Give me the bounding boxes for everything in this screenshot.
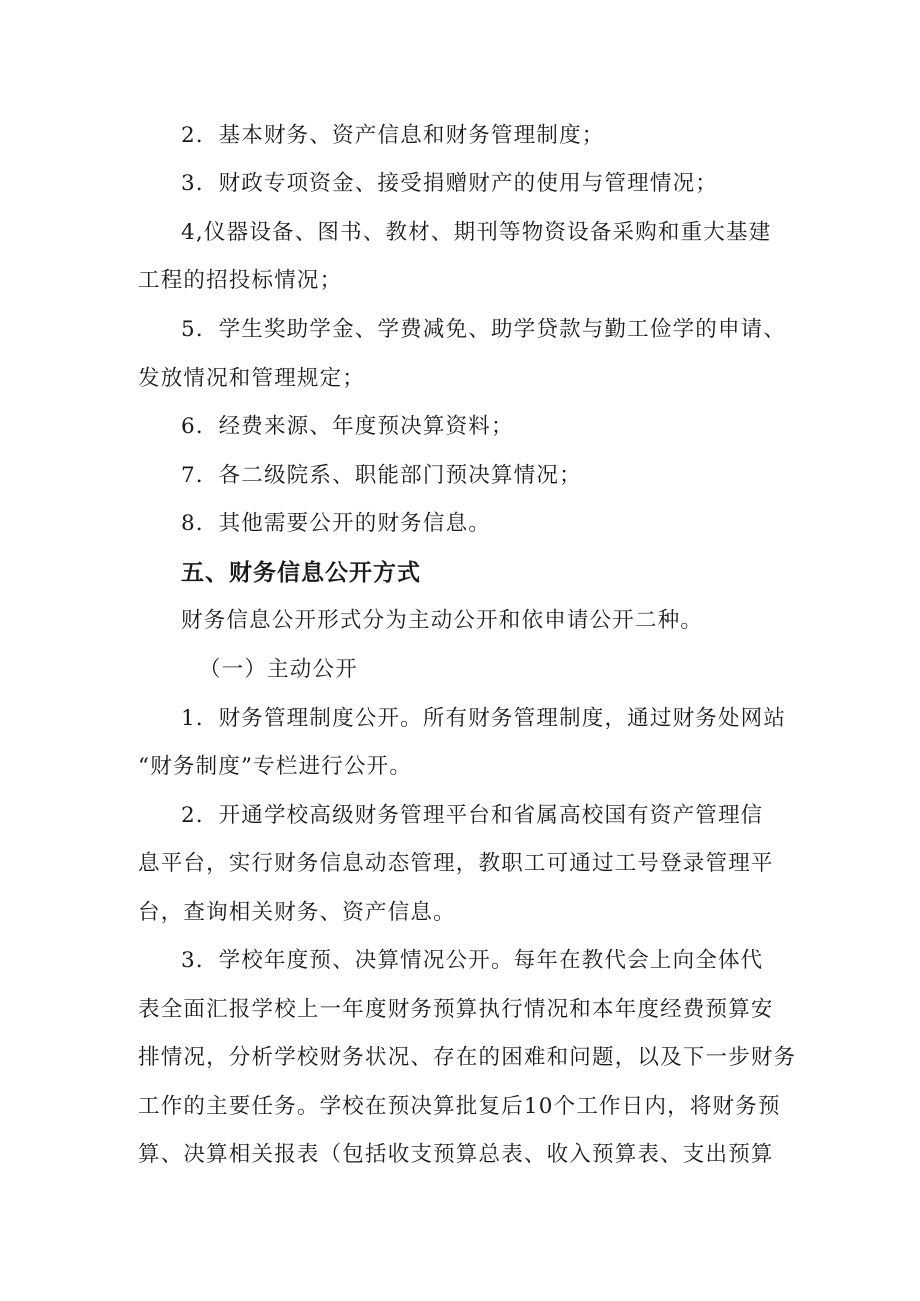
paragraph-2-line-1: 2．开通学校高级财务管理平台和省属高校国有资产管理信: [181, 803, 764, 828]
paragraph-1-line-1: 1．财务管理制度公开。所有财务管理制度，通过财务处网站: [181, 706, 787, 731]
paragraph-intro: 财务信息公开形式分为主动公开和依申请公开二种。: [181, 608, 704, 633]
paragraph-3-line-1: 3．学校年度预、决算情况公开。每年在教代会上向全体代: [181, 948, 764, 973]
list-item-6: 6．经费来源、年度预决算资料；: [181, 414, 514, 439]
list-item-4-line-2: 工程的招投标情况；: [138, 268, 343, 293]
paragraph-1-line-2: “财务制度”专栏进行公开。: [138, 754, 413, 779]
list-item-5-line-2: 发放情况和管理规定；: [138, 366, 366, 391]
list-item-3: 3．财政专项资金、接受捐赠财产的使用与管理情况；: [181, 171, 718, 196]
list-item-7: 7．各二级院系、职能部门预决算情况；: [181, 463, 582, 488]
paragraph-3-line-3: 排情况，分析学校财务状况、存在的困难和问题，以及下一步财务: [138, 1045, 797, 1070]
list-item-8: 8．其他需要公开的财务信息。: [181, 511, 491, 536]
paragraph-2-line-2: 息平台，实行财务信息动态管理，教职工可通过工号登录管理平: [138, 851, 774, 876]
paragraph-3-line-2: 表全面汇报学校上一年度财务预算执行情况和本年度经费预算安: [138, 997, 774, 1022]
paragraph-2-line-3: 台，查询相关财务、资产信息。: [138, 900, 456, 925]
list-item-2: 2．基本财务、资产信息和财务管理制度；: [181, 123, 605, 148]
section-heading: 五、财务信息公开方式: [181, 560, 421, 586]
list-item-4-line-1: 4,仪器设备、图书、教材、期刊等物资设备采购和重大基建: [181, 220, 772, 245]
paragraph-3-line-4: 工作的主要任务。学校在预决算批复后10个工作日内，将财务预: [138, 1094, 781, 1119]
subsection-heading: （一）主动公开: [199, 657, 358, 682]
paragraph-3-line-5: 算、决算相关报表（包括收支预算总表、收入预算表、支出预算: [138, 1142, 774, 1167]
list-item-5-line-1: 5．学生奖助学金、学费减免、助学贷款与勤工俭学的申请、: [181, 317, 787, 342]
